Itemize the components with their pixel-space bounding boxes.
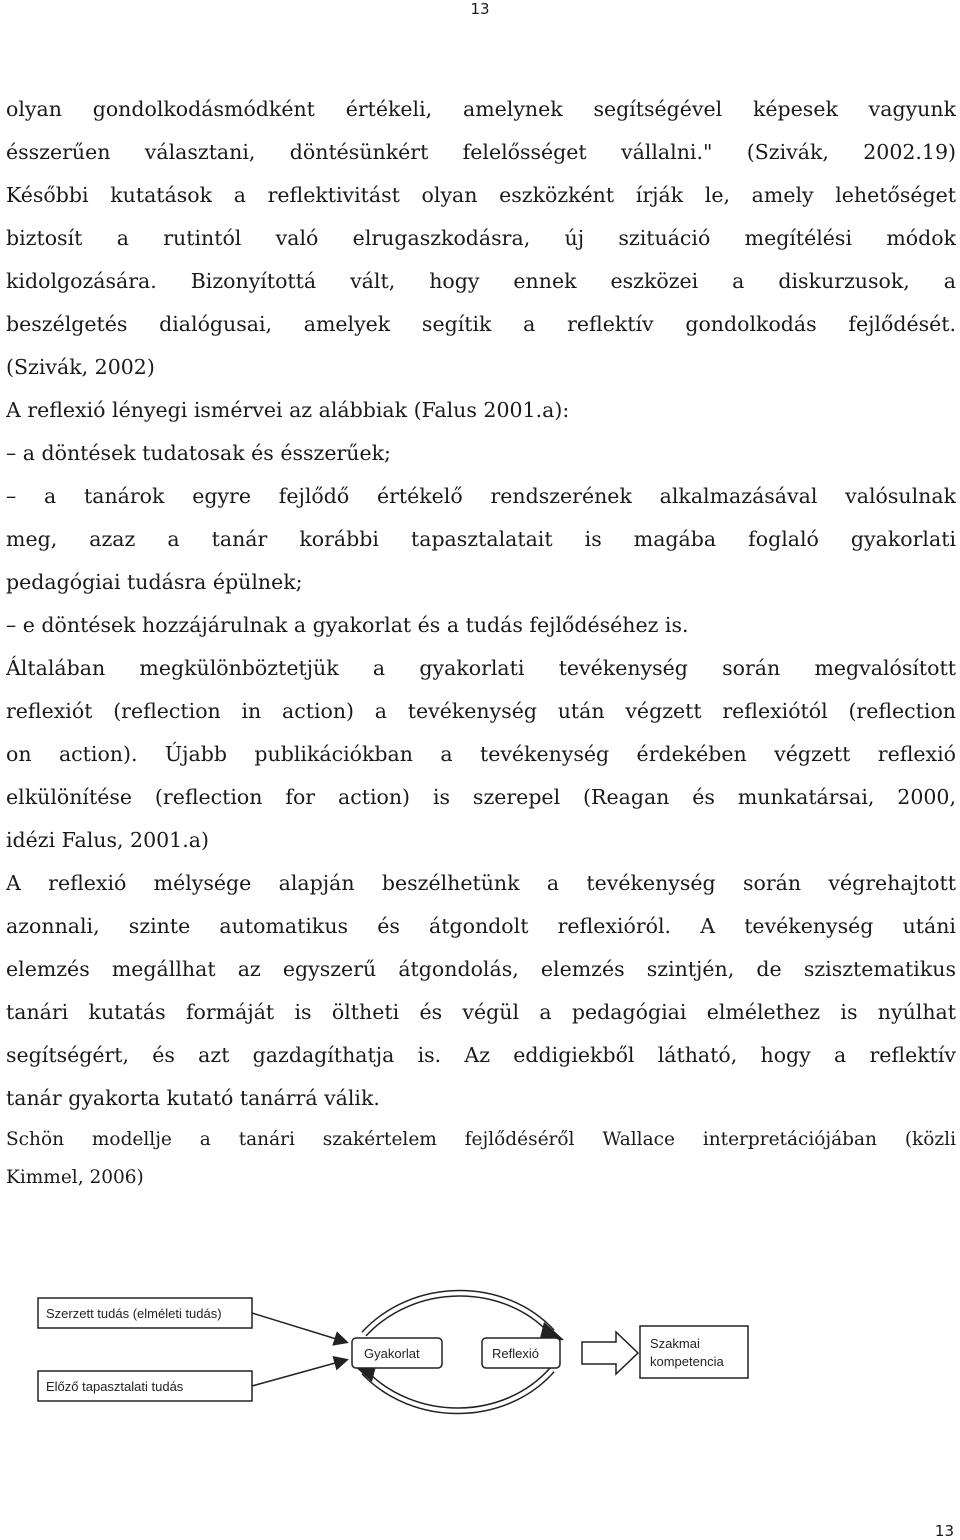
- competence-label-line2: kompetencia: [650, 1354, 724, 1369]
- text-line: A reflexió lényegi ismérvei az alábbiak (Falus 2001.a):: [6, 398, 570, 422]
- body-text: [6, 90, 956, 1198]
- text-line: elkülönítése (reflection for action) is szerepel (Reagan és munkatársai, 2000,: [6, 785, 956, 809]
- text-line: reflexiót (reflection in action) a tevékenység után végzett reflexiótól (reflection: [6, 699, 956, 723]
- list-item: – e döntések hozzájárulnak a gyakorlat és a tudás fejlődéséhez is.: [6, 613, 689, 637]
- figure-caption: Schön modellje a tanári szakértelem fejlődéséről Wallace interpretációjában (közli: [6, 1129, 956, 1150]
- page-number-bottom: 13: [934, 1522, 954, 1540]
- text-line: pedagógiai tudásra épülnek;: [6, 570, 303, 594]
- text-line: biztosít a rutintól való elrugaszkodásra, új szituáció megítélési módok: [6, 226, 956, 250]
- competence-label-line1: Szakmai: [650, 1336, 700, 1351]
- text-line: segítségért, és azt gazdagíthatja is. Az eddigiekből látható, hogy a reflektív: [6, 1043, 956, 1067]
- list-item: – a döntések tudatosak és ésszerűek;: [6, 441, 391, 465]
- page-number-top: 13: [470, 0, 490, 18]
- list-item: – a tanárok egyre fejlődő értékelő rendszerének alkalmazásával valósulnak: [6, 484, 956, 508]
- text-line: beszélgetés dialógusai, amelyek segítik a reflektív gondolkodás fejlődését.: [6, 312, 956, 336]
- result-arrow: [582, 1332, 638, 1374]
- text-line: ésszerűen választani, döntésünkért felelősséget vállalni." (Szivák, 2002.19): [6, 140, 956, 164]
- connector-top: [252, 1313, 346, 1342]
- text-line: kidolgozására. Bizonyítottá vált, hogy ennek eszközei a diskurzusok, a: [6, 269, 956, 293]
- competence-box: [640, 1326, 748, 1378]
- text-line: on action). Újabb publikációkban a tevékenység érdekében végzett reflexió: [6, 742, 956, 766]
- connector-bottom: [252, 1360, 346, 1386]
- text-line: (Szivák, 2002): [6, 355, 155, 379]
- practice-label: Gyakorlat: [364, 1346, 420, 1361]
- figure-caption: Kimmel, 2006): [6, 1167, 144, 1188]
- text-line: olyan gondolkodásmódként értékeli, amelynek segítségével képesek vagyunk: [6, 97, 956, 121]
- acquired-knowledge-label: Szerzett tudás (elméleti tudás): [46, 1306, 222, 1321]
- text-line: elemzés megállhat az egyszerű átgondolás, elemzés szintjén, de szisztematikus: [6, 957, 956, 981]
- text-line: idézi Falus, 2001.a): [6, 828, 209, 852]
- text-line: tanár gyakorta kutató tanárrá válik.: [6, 1086, 380, 1110]
- cycle-arrow-bottom: [364, 1370, 552, 1411]
- text-line: Általában megkülönböztetjük a gyakorlati tevékenység során megvalósított: [6, 656, 956, 680]
- prior-experience-label: Előző tapasztalati tudás: [46, 1379, 184, 1394]
- schon-model-diagram: [34, 1282, 754, 1422]
- text-line: azonnali, szinte automatikus és átgondolt reflexióról. A tevékenység utáni: [6, 914, 956, 938]
- text-line: A reflexió mélysége alapján beszélhetünk a tevékenység során végrehajtott: [6, 871, 956, 895]
- text-line: meg, azaz a tanár korábbi tapasztalatait is magába foglaló gyakorlati: [6, 527, 956, 551]
- reflection-label: Reflexió: [492, 1346, 539, 1361]
- text-line: Későbbi kutatások a reflektivitást olyan eszközként írják le, amely lehetőséget: [6, 183, 956, 207]
- text-line: tanári kutatás formáját is öltheti és végül a pedagógiai elmélethez is nyúlhat: [6, 1000, 956, 1024]
